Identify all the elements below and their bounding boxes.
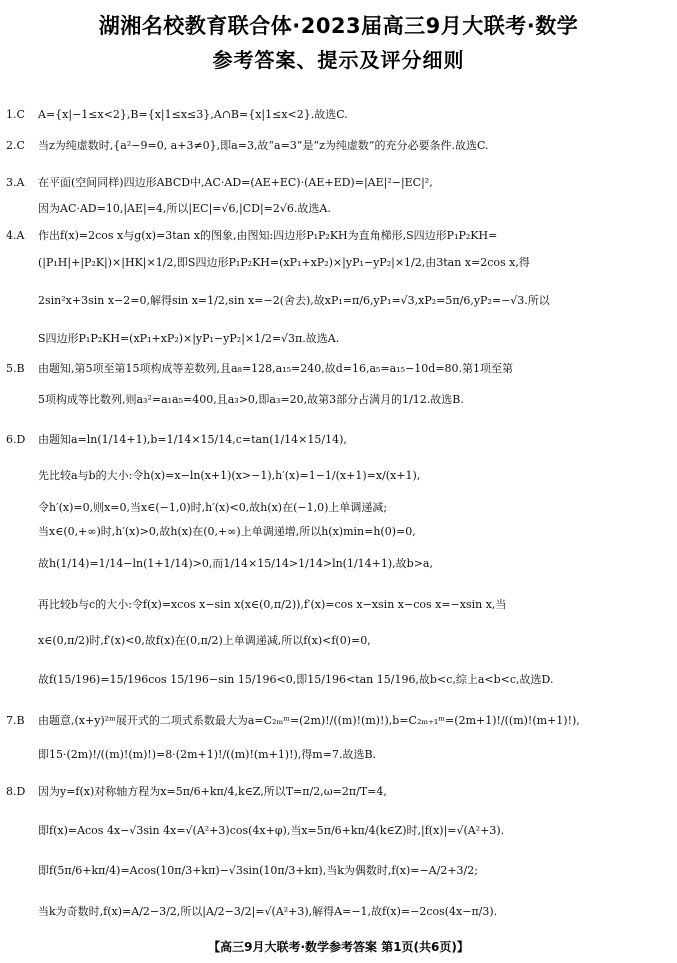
- solution-text: 2sin²x+3sin x−2=0,解得sin x=1/2,sin x=−2(舍去),故xP₁=π/6,yP₁=√3,xP₂=5π/6,yP₂=−√3.所以: [38, 294, 550, 307]
- solution-text: 再比较b与c的大小:令f(x)=xcos x−sin x(x∈(0,π/2)),f′(x)=cos x−xsin x−cos x=−xsin x,当: [38, 598, 507, 611]
- solution-line: [0, 139, 489, 153]
- solution-line: [0, 864, 478, 878]
- question-number: 8.D: [6, 785, 26, 798]
- solution-text: 当k为奇数时,f(x)=A/2−3/2,所以|A/2−3/2|=√(A²+3),解得A=−1,故f(x)=−2cos(4x−π/3).: [38, 905, 498, 918]
- solution-line: [0, 362, 513, 376]
- solution-text: 因为y=f(x)对称轴方程为x=5π/6+kπ/4,k∈Z,所以T=π/2,ω=2π/T=4,: [38, 785, 387, 798]
- page-footer: 【高三9月大联考·数学参考答案 第1页(共6页)】: [208, 940, 469, 954]
- solution-line: [0, 714, 580, 728]
- page-subtitle: 参考答案、提示及评分细则: [212, 48, 465, 72]
- solution-line: [0, 393, 464, 407]
- solution-line: [0, 229, 497, 243]
- solution-line: [0, 557, 433, 571]
- question-number: 4.A: [6, 229, 25, 242]
- solution-line: [0, 634, 371, 648]
- solution-text: 作出f(x)=2cos x与g(x)=3tan x的图象,由图知:四边形P₁P₂KH为直角梯形,S四边形P₁P₂KH=: [38, 229, 498, 242]
- solution-text: 5项构成等比数列,则a₃²=a₁a₅=400,且a₃>0,即a₃=20,故第3部分占满月的1/12.故选B.: [38, 393, 464, 406]
- question-number: 7.B: [6, 714, 25, 727]
- solution-line: [0, 525, 416, 539]
- solution-line: [0, 294, 550, 308]
- page-title: 湖湘名校教育联合体·2023届高三9月大联考·数学: [98, 14, 579, 38]
- solution-text: (|P₁H|+|P₂K|)×|HK|×1/2,即S四边形P₁P₂KH=(xP₁+xP₂)×|yP₁−yP₂|×1/2,由3tan x=2cos x,得: [38, 256, 530, 269]
- solution-text: S四边形P₁P₂KH=(xP₁+xP₂)×|yP₁−yP₂|×1/2=√3π.故选A.: [38, 332, 340, 345]
- question-number: 3.A: [6, 176, 25, 189]
- question-number: 6.D: [6, 433, 26, 446]
- solution-text: 即15·(2m)!/((m)!(m)!)=8·(2m+1)!/((m)!(m+1)!),得m=7.故选B.: [38, 748, 377, 761]
- solution-text: 先比较a与b的大小:令h(x)=x−ln(x+1)(x>−1),h′(x)=1−1/(x+1)=x/(x+1),: [38, 469, 421, 482]
- solution-text: 故f(15/196)=15/196cos 15/196−sin 15/196<0,即15/196<tan 15/196,故b<c,综上a<b<c,故选D.: [38, 673, 554, 686]
- solution-line: [0, 202, 331, 216]
- solution-line: [0, 824, 504, 838]
- solution-text: 由题知a=ln(1/14+1),b=1/14×15/14,c=tan(1/14×15/14),: [38, 433, 347, 446]
- solution-line: [0, 785, 387, 799]
- solution-line: [0, 501, 387, 515]
- solution-line: [0, 433, 347, 447]
- question-number: 1.C: [6, 108, 25, 121]
- solution-text: A={x|−1≤x<2},B={x|1≤x≤3},A∩B={x|1≤x<2}.故选C.: [38, 108, 348, 121]
- solution-line: [0, 905, 497, 919]
- solution-text: 即f(5π/6+kπ/4)=Acos(10π/3+kπ)−√3sin(10π/3+kπ),当k为偶数时,f(x)=−A/2+3/2;: [38, 864, 478, 877]
- solution-line: [0, 176, 433, 190]
- question-number: 2.C: [6, 139, 25, 152]
- solution-line: [0, 469, 420, 483]
- solution-line: [0, 108, 348, 122]
- solution-text: 因为AC·AD=10,|AE|=4,所以|EC|=√6,|CD|=2√6.故选A.: [38, 202, 331, 215]
- solution-text: 当x∈(0,+∞)时,h′(x)>0,故h(x)在(0,+∞)上单调递增,所以h(x)min=h(0)=0,: [38, 525, 416, 538]
- solution-text: 令h′(x)=0,则x=0,当x∈(−1,0)时,h′(x)<0,故h(x)在(−1,0)上单调递减;: [38, 501, 388, 514]
- solution-line: [0, 673, 553, 687]
- solution-text: 在平面(空间同样)四边形ABCD中,AC·AD=(AE+EC)·(AE+ED)=|AE|²−|EC|²,: [38, 176, 433, 189]
- solution-text: 即f(x)=Acos 4x−√3sin 4x=√(A²+3)cos(4x+φ),当x=5π/6+kπ/4(k∈Z)时,|f(x)|=√(A²+3).: [38, 824, 505, 837]
- solution-text: 当z为纯虚数时,{a²−9=0, a+3≠0},即a=3,故“a=3”是“z为纯虚数”的充分必要条件.故选C.: [38, 139, 489, 152]
- question-number: 5.B: [6, 362, 25, 375]
- solution-line: [0, 748, 376, 762]
- solution-text: 由题知,第5项至第15项构成等差数列,且a₈=128,a₁₅=240,故d=16,a₅=a₁₅−10d=80.第1项至第: [38, 362, 514, 375]
- solution-line: [0, 256, 530, 270]
- solution-text: 由题意,(x+y)²ᵐ展开式的二项式系数最大为a=C₂ₘᵐ=(2m)!/((m)!(m)!),b=C₂ₘ₊₁ᵐ=(2m+1)!/((m)!(m+1)!),: [38, 714, 580, 727]
- solution-text: x∈(0,π/2)时,f′(x)<0,故f(x)在(0,π/2)上单调递减,所以f(x)<f(0)=0,: [38, 634, 371, 647]
- solution-text: 故h(1/14)=1/14−ln(1+1/14)>0,而1/14×15/14>1/14>ln(1/14+1),故b>a,: [38, 557, 433, 570]
- solution-line: [0, 598, 506, 612]
- solution-line: [0, 332, 339, 346]
